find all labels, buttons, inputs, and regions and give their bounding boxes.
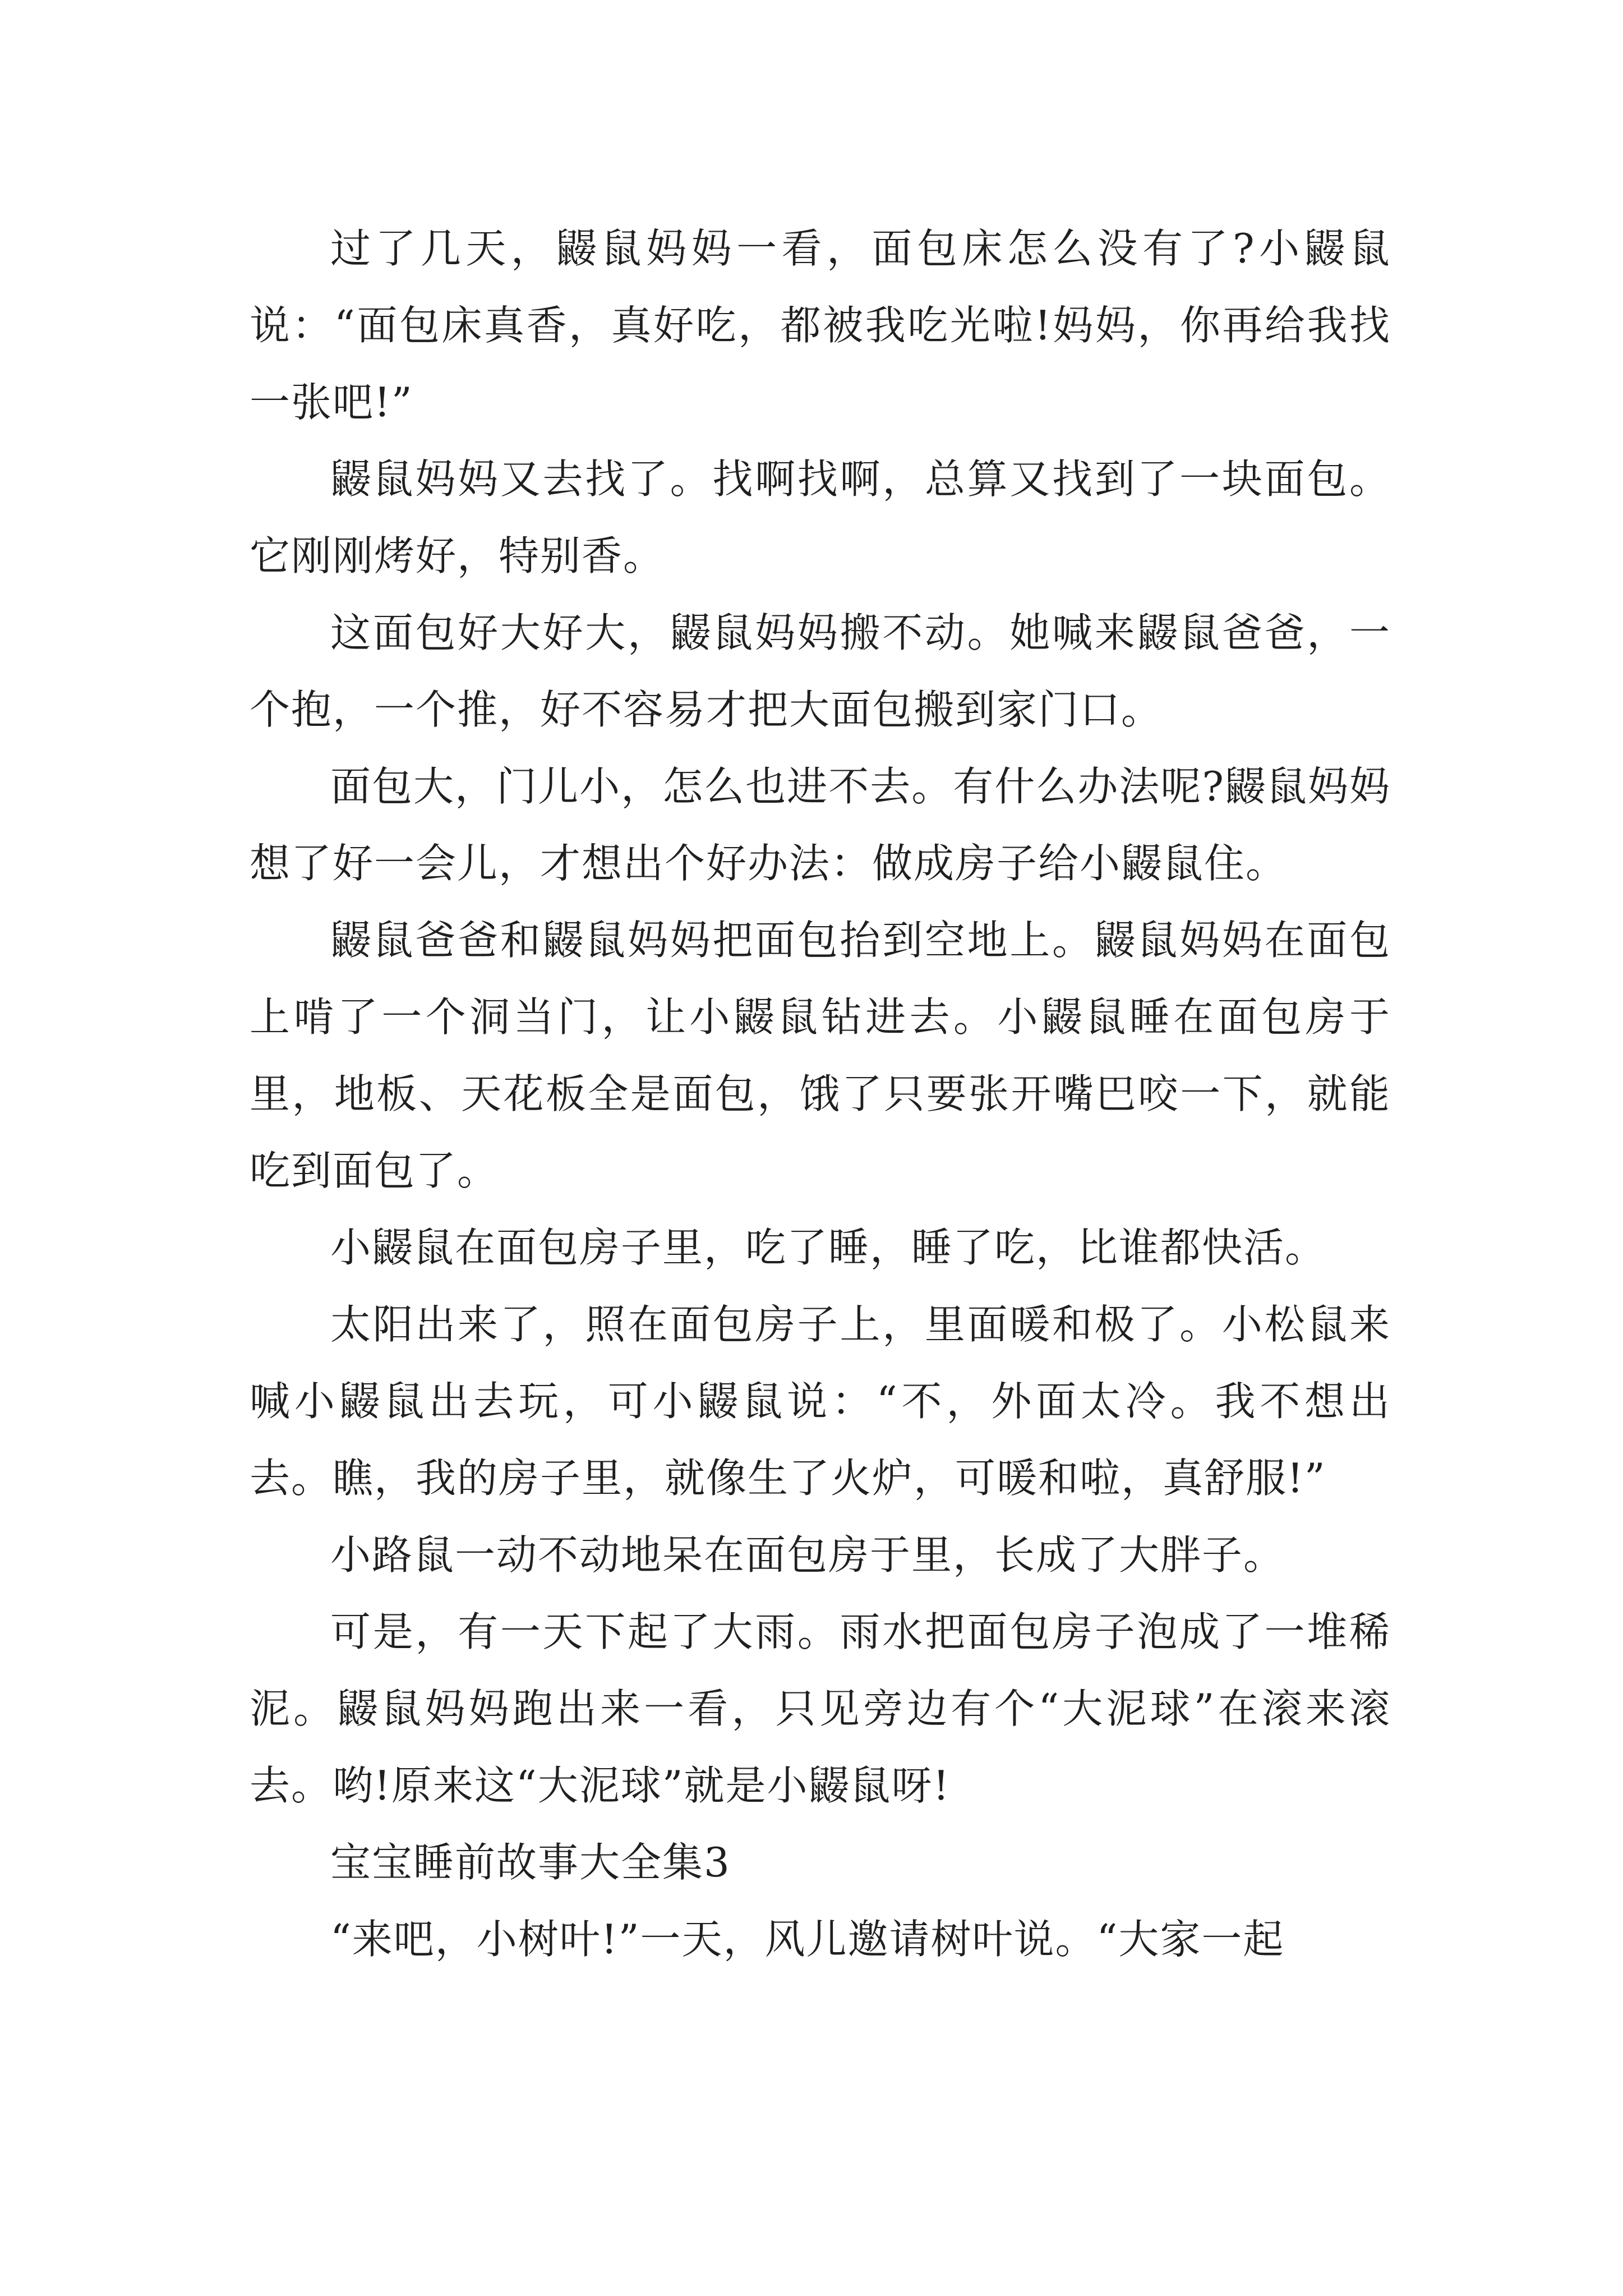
paragraph-3: 这面包好大好大，鼹鼠妈妈搬不动。她喊来鼹鼠爸爸，一个抱，一个推，好不容易才把大面包搬到家门口。 [250, 609, 1391, 733]
section-heading: 宝宝睡前故事大全集3 [330, 1839, 731, 1886]
paragraph-8: 小路鼠一动不动地呆在面包房于里，长成了大胖子。 [330, 1531, 1285, 1579]
paragraph-2: 鼹鼠妈妈又去找了。找啊找啊，总算又找到了一块面包。它刚刚烤好，特别香。 [250, 455, 1391, 579]
paragraph-5: 鼹鼠爸爸和鼹鼠妈妈把面包抬到空地上。鼹鼠妈妈在面包上啃了一个洞当门，让小鼹鼠钻进去。小鼹鼠睡在面包房于里，地板、天花板全是面包，饿了只要张开嘴巴咬一下，就能吃到面包了。 [250, 917, 1391, 1194]
paragraph-7: 太阳出来了，照在面包房子上，里面暖和极了。小松鼠来喊小鼹鼠出去玩，可小鼹鼠说：“不，外面太冷。我不想出去。瞧，我的房子里，就像生了火炉，可暖和啦，真舒服!” [250, 1301, 1391, 1502]
trailing-paragraph: “来吧，小树叶!”一天，风儿邀请树叶说。“大家一起 [330, 1916, 1285, 1963]
paragraph-1: 过了几天，鼹鼠妈妈一看，面包床怎么没有了?小鼹鼠说：“面包床真香，真好吃，都被我吃光啦!妈妈，你再给我找一张吧!” [250, 225, 1391, 426]
document-body [250, 210, 1391, 1978]
paragraph-4: 面包大，门儿小，怎么也进不去。有什么办法呢?鼹鼠妈妈想了好一会儿，才想出个好办法：做成房子给小鼹鼠住。 [250, 763, 1391, 887]
paragraph-9: 可是，有一天下起了大雨。雨水把面包房子泡成了一堆稀泥。鼹鼠妈妈跑出来一看，只见旁边有个“大泥球”在滚来滚去。哟!原来这“大泥球”就是小鼹鼠呀! [250, 1608, 1391, 1809]
paragraph-6: 小鼹鼠在面包房子里，吃了睡，睡了吃，比谁都快活。 [330, 1224, 1327, 1271]
